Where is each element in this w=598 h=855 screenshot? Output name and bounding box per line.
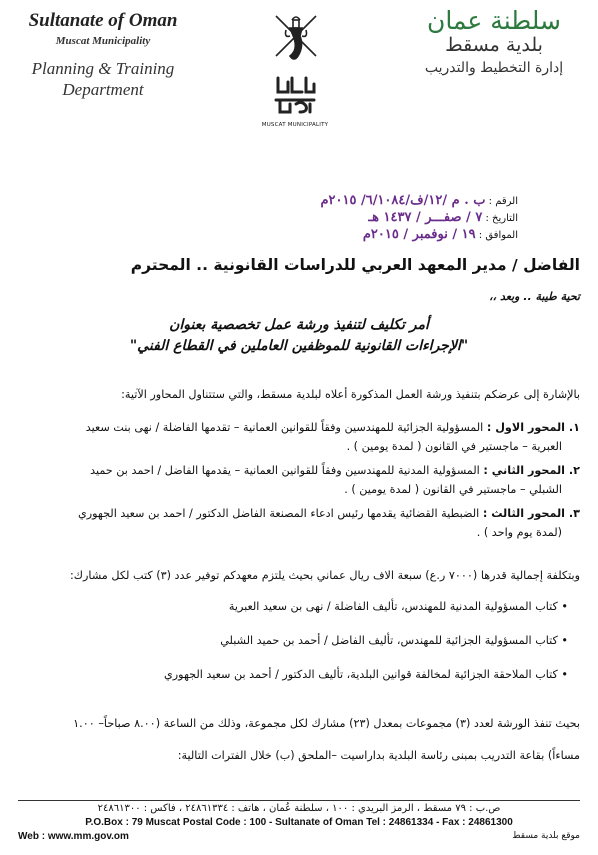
oman-emblem-icon bbox=[268, 6, 324, 68]
axis-label: ٢. المحور الثاني : bbox=[483, 464, 580, 477]
footer-website-arabic: موقع بلدية مسقط bbox=[512, 831, 580, 841]
axis-label: ١. المحور الاول : bbox=[486, 421, 580, 434]
reference-block bbox=[278, 193, 518, 244]
axis-text-continuation: الشبلي – ماجستير في القانون ( لمدة يومين ) . bbox=[344, 483, 562, 496]
footer-english-address: P.O.Box : 79 Muscat Postal Code : 100 - Sultanate of Oman Tel : 24861334 - Fax : 24861300 bbox=[85, 817, 513, 828]
greeting: تحية طيبة .. وبعد ،، bbox=[489, 290, 580, 303]
footer-divider bbox=[18, 800, 580, 801]
intro-paragraph: بالإشارة إلى عرضكم بتنفيذ ورشة العمل المذكورة أعلاه لبلدية مسقط، والتي ستتناول المحاور الآتية: bbox=[121, 388, 580, 401]
axis-label: ٣. المحور الثالث : bbox=[482, 507, 580, 520]
english-subtitle: Muscat Municipality bbox=[55, 35, 151, 47]
english-title: Sultanate of Oman bbox=[28, 10, 178, 31]
reference-number-value: ب . م /١٢/ف/٦/١٠٨٤/ ٢٠١٥م bbox=[320, 193, 486, 208]
subject-line-1: أمر تكليف لتنفيذ ورشة عمل تخصصية بعنوان bbox=[169, 317, 429, 333]
axis-text: الضبطية القضائية يقدمها رئيس ادعاء المصنعة الفاضل الدكتور / احمد بن سعيد الجهوري bbox=[77, 507, 480, 520]
book-item bbox=[28, 634, 568, 647]
english-department-line2: Department bbox=[62, 80, 144, 99]
gregorian-date-label: الموافق : bbox=[478, 230, 518, 241]
book-item bbox=[28, 668, 568, 681]
arabic-subtitle: بلدية مسقط bbox=[445, 34, 543, 56]
footer-website[interactable]: Web : www.mm.gov.om bbox=[18, 831, 129, 842]
bullet-icon: • bbox=[557, 668, 568, 681]
reference-number-line bbox=[278, 193, 518, 210]
axis-text: المسؤولية المدنية للمهندسين وفقاً للقوانين العمانية – يقدمها الفاضل / احمد بن حميد bbox=[90, 464, 480, 477]
arabic-title: سلطنة عمان bbox=[427, 6, 561, 35]
addressee: الفاضل / مدير المعهد العربي للدراسات القانونية .. المحترم bbox=[130, 256, 580, 274]
schedule-line-1: بحيث تنفذ الورشة لعدد (٣) مجموعات بمعدل (٢٣) مشارك لكل مجموعة، وذلك من الساعة (٨.٠٠ صباحاً– ١.٠٠ bbox=[73, 717, 580, 730]
reference-number-label: الرقم : bbox=[488, 196, 518, 207]
axis-item bbox=[20, 418, 580, 456]
logo-caption: MUSCAT MUNICIPALITY bbox=[261, 122, 329, 128]
muscat-municipality-logo-icon bbox=[270, 74, 320, 116]
hijri-date-value: ٧ / صفـــر / ١٤٣٧ هـ bbox=[368, 210, 483, 225]
book-text: كتاب المسؤولية المدنية للمهندس، تأليف الفاضلة / نهى بن سعيد العبرية bbox=[228, 600, 558, 613]
schedule-line-2: مساءاً) بقاعة التدريب بمبنى رئاسة البلدية بداراسيت –الملحق (ب) خلال الفترات التالية: bbox=[177, 749, 580, 762]
axis-text-continuation: العبرية – ماجستير في القانون ( لمدة يومين ) . bbox=[346, 440, 562, 453]
axis-item bbox=[20, 504, 580, 542]
schedule-paragraph bbox=[20, 708, 580, 772]
gregorian-date-value: ١٩ / نوفمبر / ٢٠١٥م bbox=[362, 227, 476, 242]
subject-line-2: "الإجراءات القانونية للموظفين العاملين في القطاع الفني" bbox=[129, 338, 469, 354]
english-department-line1: Planning & Training bbox=[31, 59, 175, 78]
bullet-icon: • bbox=[557, 634, 568, 647]
hijri-date-line bbox=[278, 210, 518, 227]
cost-paragraph: وبتكلفة إجمالية قدرها (٧٠٠٠ ر.ع) سبعة الاف ريال عماني بحيث يلتزم معهدكم توفير عدد (٣) كتب لكل مشارك: bbox=[70, 569, 580, 582]
axis-text-continuation: (لمدة يوم واحد ) . bbox=[476, 526, 562, 539]
book-text: كتاب الملاحقة الجزائية لمخالفة قوانين البلدية، تأليف الدكتور / أحمد بن سعيد الجهوري bbox=[164, 668, 558, 681]
book-item bbox=[28, 600, 568, 613]
axis-item bbox=[20, 461, 580, 499]
hijri-date-label: التاريخ : bbox=[485, 213, 518, 224]
arabic-department: إدارة التخطيط والتدريب bbox=[424, 60, 564, 76]
gregorian-date-line bbox=[278, 227, 518, 244]
axis-text: المسؤولية الجزائية للمهندسين وفقاً للقوانين العمانية – تقدمها الفاضلة / نهى بنت سعيد bbox=[85, 421, 484, 434]
footer-arabic-address: ص.ب : ٧٩ مسقط ، الرمز البريدي : ١٠٠ ، سلطنة عُمان ، هاتف : ٢٤٨٦١٣٣٤ ، فاكس : ٢٤٨٦١٣٠٠ bbox=[97, 803, 501, 814]
bullet-icon: • bbox=[557, 600, 568, 613]
book-text: كتاب المسؤولية الجزائية للمهندس، تأليف الفاضل / أحمد بن حميد الشبلي bbox=[220, 634, 558, 647]
english-department bbox=[18, 58, 188, 100]
